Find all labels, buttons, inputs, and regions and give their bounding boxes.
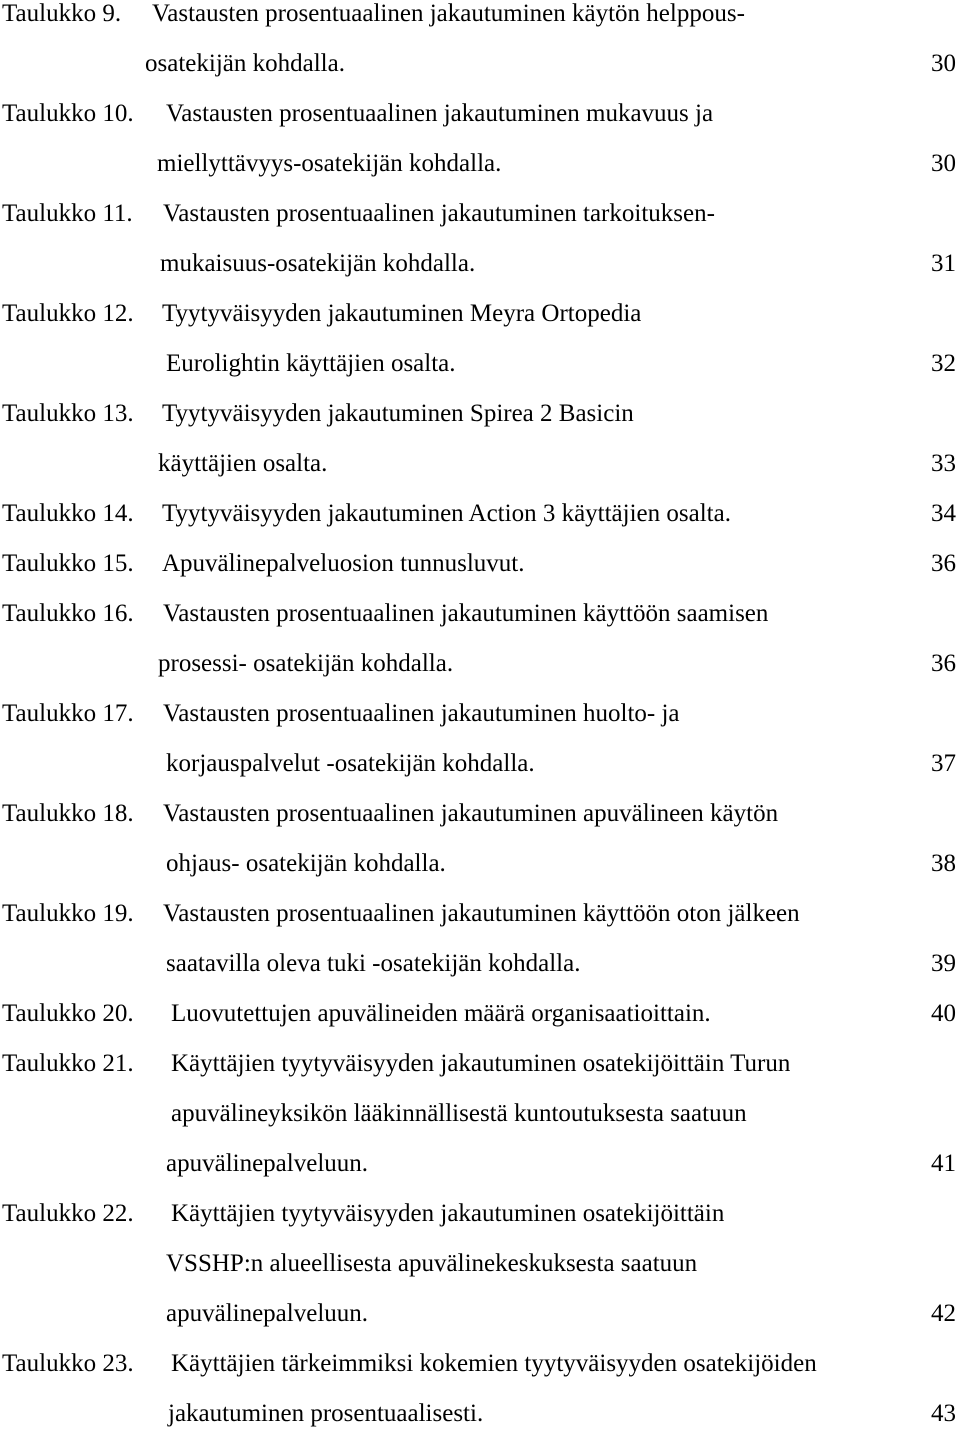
toc-entry-title-cont: apuvälinepalveluun.	[166, 1300, 369, 1327]
toc-entry-11-cont	[0, 244, 960, 284]
toc-entry-page: 33	[931, 450, 956, 477]
toc-entry-title-cont: ohjaus- osatekijän kohdalla.	[166, 850, 446, 877]
toc-entry-title-cont: apuvälinepalveluun.	[166, 1150, 369, 1177]
toc-entry-14	[0, 494, 960, 534]
toc-entry-10-cont	[0, 144, 960, 184]
toc-entry-17	[0, 694, 960, 734]
toc-entry-title-cont: osatekijän kohdalla.	[145, 50, 345, 77]
toc-entry-page: 38	[931, 850, 956, 877]
toc-entry-title: Vastausten prosentuaalinen jakautuminen käyttöön saamisen	[163, 600, 769, 627]
toc-entry-page: 30	[931, 50, 956, 77]
toc-entry-page: 42	[931, 1300, 956, 1327]
toc-entry-title-cont: saatavilla oleva tuki -osatekijän kohdalla.	[166, 950, 581, 977]
toc-entry-label: Taulukko 16.	[2, 600, 134, 627]
toc-entry-13-cont	[0, 444, 960, 484]
toc-entry-16	[0, 594, 960, 634]
toc-entry-title: Apuvälinepalveluosion tunnusluvut.	[162, 550, 525, 577]
toc-entry-title: Tyytyväisyyden jakautuminen Meyra Ortopedia	[162, 300, 642, 327]
toc-entry-10	[0, 94, 960, 134]
toc-entry-15	[0, 544, 960, 584]
toc-entry-title-cont: Eurolightin käyttäjien osalta.	[166, 350, 456, 377]
toc-entry-label: Taulukko 14.	[2, 500, 134, 527]
toc-entry-title: Vastausten prosentuaalinen jakautuminen tarkoituksen-	[163, 200, 715, 227]
toc-entry-9-cont	[0, 44, 960, 84]
toc-entry-title: Tyytyväisyyden jakautuminen Spirea 2 Basicin	[162, 400, 634, 427]
toc-entry-23-cont	[0, 1394, 960, 1434]
toc-entry-title: Vastausten prosentuaalinen jakautuminen käytön helppous-	[152, 0, 745, 27]
toc-entry-label: Taulukko 22.	[2, 1200, 134, 1227]
toc-entry-title: Vastausten prosentuaalinen jakautuminen mukavuus ja	[166, 100, 714, 127]
toc-entry-page: 41	[931, 1150, 956, 1177]
toc-entry-title-cont: jakautuminen prosentuaalisesti.	[168, 1400, 484, 1427]
toc-entry-page: 36	[931, 650, 956, 677]
toc-entry-label: Taulukko 13.	[2, 400, 134, 427]
toc-entry-title: Vastausten prosentuaalinen jakautuminen huolto- ja	[163, 700, 680, 727]
toc-entry-12-cont	[0, 344, 960, 384]
toc-entry-label: Taulukko 11.	[2, 200, 133, 227]
toc-entry-22-cont2	[0, 1294, 960, 1334]
toc-entry-page: 34	[931, 500, 956, 527]
toc-entry-label: Taulukko 18.	[2, 800, 134, 827]
toc-entry-12	[0, 294, 960, 334]
toc-entry-18-cont	[0, 844, 960, 884]
toc-entry-label: Taulukko 12.	[2, 300, 134, 327]
toc-entry-17-cont	[0, 744, 960, 784]
toc-entry-page: 43	[931, 1400, 956, 1427]
toc-entry-label: Taulukko 23.	[2, 1350, 134, 1377]
toc-entry-9	[0, 0, 960, 34]
toc-entry-title: Käyttäjien tyytyväisyyden jakautuminen osatekijöittäin	[171, 1200, 725, 1227]
toc-entry-title: Tyytyväisyyden jakautuminen Action 3 käyttäjien osalta.	[162, 500, 731, 527]
toc-entry-21-cont	[0, 1094, 960, 1134]
toc-entry-title-cont: käyttäjien osalta.	[158, 450, 328, 477]
toc-entry-page: 37	[931, 750, 956, 777]
toc-entry-title: Vastausten prosentuaalinen jakautuminen apuvälineen käytön	[163, 800, 779, 827]
toc-entry-label: Taulukko 19.	[2, 900, 134, 927]
toc-entry-label: Taulukko 17.	[2, 700, 134, 727]
toc-entry-title-cont: korjauspalvelut -osatekijän kohdalla.	[166, 750, 535, 777]
toc-entry-13	[0, 394, 960, 434]
toc-entry-title-cont: VSSHP:n alueellisesta apuvälinekeskuksesta saatuun	[166, 1250, 698, 1277]
toc-entry-23	[0, 1344, 960, 1384]
toc-entry-page: 31	[931, 250, 956, 277]
toc-entry-20	[0, 994, 960, 1034]
toc-entry-title-cont: apuvälineyksikön lääkinnällisestä kuntoutuksesta saatuun	[171, 1100, 747, 1127]
toc-entry-title: Käyttäjien tärkeimmiksi kokemien tyytyväisyyden osatekijöiden	[171, 1350, 817, 1377]
toc-entry-page: 36	[931, 550, 956, 577]
toc-entry-19	[0, 894, 960, 934]
toc-entry-page: 30	[931, 150, 956, 177]
toc-entry-19-cont	[0, 944, 960, 984]
toc-entry-label: Taulukko 21.	[2, 1050, 134, 1077]
toc-entry-16-cont	[0, 644, 960, 684]
toc-entry-title: Luovutettujen apuvälineiden määrä organisaatioittain.	[171, 1000, 711, 1027]
toc-entry-title: Käyttäjien tyytyväisyyden jakautuminen osatekijöittäin Turun	[171, 1050, 791, 1077]
toc-entry-title-cont: prosessi- osatekijän kohdalla.	[158, 650, 454, 677]
toc-entry-18	[0, 794, 960, 834]
toc-entry-label: Taulukko 10.	[2, 100, 134, 127]
toc-entry-title-cont: miellyttävyys-osatekijän kohdalla.	[157, 150, 502, 177]
toc-entry-11	[0, 194, 960, 234]
toc-entry-page: 40	[931, 1000, 956, 1027]
toc-entry-label: Taulukko 9.	[2, 0, 122, 27]
toc-entry-22	[0, 1194, 960, 1234]
toc-entry-21	[0, 1044, 960, 1084]
toc-entry-title: Vastausten prosentuaalinen jakautuminen käyttöön oton jälkeen	[163, 900, 800, 927]
toc-entry-label: Taulukko 20.	[2, 1000, 134, 1027]
toc-entry-label: Taulukko 15.	[2, 550, 134, 577]
toc-entry-title-cont: mukaisuus-osatekijän kohdalla.	[160, 250, 476, 277]
toc-entry-22-cont	[0, 1244, 960, 1284]
toc-entry-21-cont2	[0, 1144, 960, 1184]
toc-entry-page: 32	[931, 350, 956, 377]
toc-entry-page: 39	[931, 950, 956, 977]
